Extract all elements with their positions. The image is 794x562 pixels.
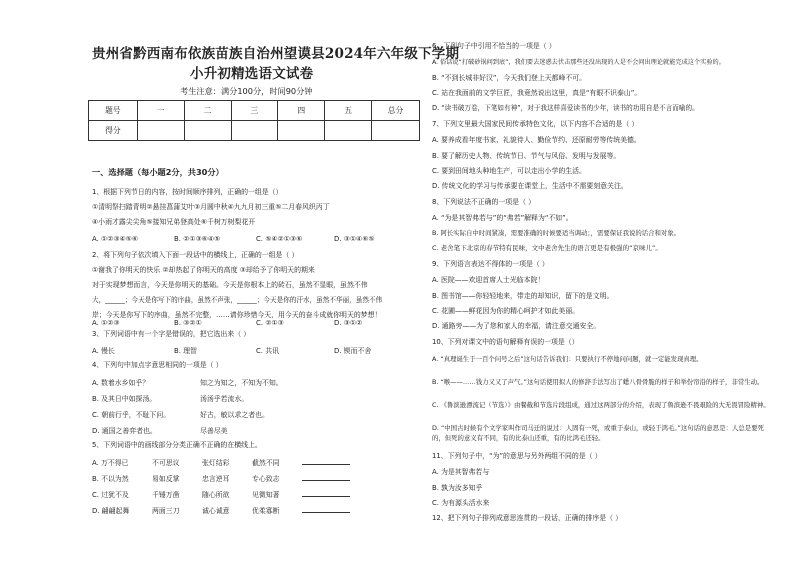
- option[interactable]: A. ①②③④⑤⑥: [92, 235, 139, 243]
- question-6: 6、下列句子中引用不恰当的一项是（ ）: [432, 42, 556, 50]
- option[interactable]: A. 医院——欢迎首席人士光临本院！: [432, 276, 545, 284]
- word: 易如反掌: [152, 475, 180, 483]
- option[interactable]: A. “为是其智弗若与”的“弗若”解释为“不如”。: [432, 214, 573, 222]
- option[interactable]: B. ②①③⑥④⑤: [174, 235, 221, 243]
- option[interactable]: B. 理智: [174, 347, 197, 355]
- score-header-cell: 四: [278, 101, 325, 121]
- option[interactable]: B. 要了解历史人物、传统节日、节气与风俗、发明与发展等。: [432, 152, 621, 160]
- answer-blank[interactable]: [302, 505, 350, 513]
- option[interactable]: C. ⑤④②①③⑥: [256, 235, 303, 243]
- score-cell[interactable]: [137, 121, 184, 141]
- word: 两面三刀: [152, 507, 180, 515]
- score-header-cell: 五: [325, 101, 372, 121]
- option[interactable]: C. 要到田间地头种地生产，可以走出小学的生活。: [432, 167, 586, 175]
- answer-blank[interactable]: [302, 489, 350, 497]
- option[interactable]: A. 要养成看年度书家、礼貌待人、勤俭节约、还原耐劳等传统美德。: [432, 136, 641, 144]
- score-table: [88, 100, 420, 141]
- word: 见微知著: [252, 491, 280, 499]
- option-compare: 好古，敏以求之者也。: [200, 411, 269, 419]
- option[interactable]: B. 及其日中如探汤。: [92, 395, 157, 403]
- option[interactable]: B. 不以为然: [92, 475, 129, 483]
- option[interactable]: A. 万不得已: [92, 459, 129, 467]
- question-12: 12、把下列句子排列成意思连贯的一段话，正确的排序是（ ）: [432, 514, 623, 522]
- option[interactable]: A. 为是其智弗若与: [432, 468, 490, 476]
- question-2-line: 对于实现梦想而言，今天是你明天的基础。今天是你根本上的砖石，虽然不显眼，虽然不伟: [92, 281, 368, 289]
- word: 千锤万凿: [152, 491, 180, 499]
- question-2: 2、将下列句子依次填入下面一段话中的横线上，正确的一组是（ ）: [92, 251, 299, 259]
- option[interactable]: D. ③①④⑥⑤: [334, 235, 375, 243]
- option[interactable]: B. “喉——……钱力又又了声气。”这句话使用拟人的修辞手法写出了蟋八骨骨脆的样子和举份帘沿的样子，非常生动。: [432, 378, 764, 386]
- score-cell[interactable]: [325, 121, 372, 141]
- question-2-line: 大，______；今天是你写下的序曲，虽然不声张，______；今天是你的汗水，虽然不华丽，虽然不伟: [92, 296, 383, 304]
- question-5: 5、下列词语中的画线部分分类正确不正确的在横线上。: [92, 441, 262, 449]
- score-header-cell: 总分: [372, 101, 420, 121]
- option[interactable]: D. “中国古时候有个文学家叫作司马迁的说过：人固有一死，或重于泰山，或轻于鸿毛。”这句话的意思是：人总是要死的，但死的意义有不同，有的比泰山还重，有的比鸿毛还轻。: [432, 424, 764, 442]
- score-header-cell: 题号: [89, 101, 138, 121]
- score-header-cell: 一: [137, 101, 184, 121]
- section-heading: 一、选择题（每小题2分，共30分）: [92, 167, 224, 177]
- score-cell[interactable]: [278, 121, 325, 141]
- exam-title-line2: 小升初精选语文试卷: [190, 66, 314, 82]
- question-10: 10、下列对课文中的语句解释有误的一项是（）: [432, 338, 579, 346]
- score-cell[interactable]: [372, 121, 420, 141]
- option[interactable]: A. 数着水乡如乎？: [92, 379, 150, 387]
- question-2-line: ①谢我了你明天的快乐 ②却热起了你明天的高度 ③却给予了你明天的期来: [92, 266, 315, 274]
- question-1: 1、根据下列节日的内容，按时间顺序排列，正确的一组是（）: [92, 188, 283, 196]
- option[interactable]: C. 共讯: [256, 347, 279, 355]
- option[interactable]: D. 翩翩起舞: [92, 507, 130, 515]
- option[interactable]: B. 图书馆——你轻轻地来，带走的却知识，留下的是文明。: [432, 292, 614, 300]
- option[interactable]: C. ②①③: [256, 319, 284, 327]
- question-9: 9、下列语言表达不得体的一项是（ ）: [432, 260, 549, 268]
- option[interactable]: D. “读书破万卷，下笔如有神”，对于我这样喜爱读书的少年，读书的功用自是不言而喻的。: [432, 104, 699, 112]
- score-table-score-row: [89, 121, 420, 141]
- option[interactable]: C. 站在我面前的文学巨匠，我竟然说出这里，真是“有眼不识泰山”。: [432, 89, 642, 97]
- option[interactable]: D. ③①②: [334, 319, 363, 327]
- option-compare: 知之为知之，不知为不知。: [200, 379, 283, 387]
- option[interactable]: B. 孰为汝多知乎: [432, 484, 483, 492]
- option[interactable]: C. 《鲁滨逊漂流记（节选）》由餐截和节选片段组成，通过这两部分的介绍，表现了鲁滨逊不畏艰险的大无畏冒险精神。: [432, 401, 770, 409]
- score-cell[interactable]: [184, 121, 231, 141]
- score-cell[interactable]: [231, 121, 278, 141]
- question-1-line: ④小雨才露尖尖角⑤接知兄弟登高处⑥千树万树梨花开: [92, 218, 256, 226]
- question-7: 7、下列文里最大国家民间传承特色文化，以下内容不合适的是（ ）: [432, 120, 639, 128]
- option[interactable]: A. ①②③: [92, 319, 120, 327]
- question-11: 11、下列句子中，“为”的意思与另外两组不同的是（ ）: [432, 452, 602, 460]
- option[interactable]: C. 过犹不及: [92, 491, 129, 499]
- word: 不可思议: [152, 459, 180, 467]
- option[interactable]: D. 通路旁——为了您和家人的幸福，请注意交通安全。: [432, 322, 601, 330]
- option-compare: 尽善尽美: [200, 427, 228, 435]
- word: 忠言逆耳: [202, 475, 230, 483]
- option-compare: 汤汤乎若流水。: [200, 395, 249, 403]
- option[interactable]: A. “真理诞生于一百个问号之后”这句话告诉我们：只要执行不停地问问题，就一定能发现真理。: [432, 355, 703, 363]
- option[interactable]: D. 锲而不舍: [334, 347, 372, 355]
- option[interactable]: D. 传统文化的学习与传承要在课堂上，生活中不需要刻意关注。: [432, 182, 628, 190]
- word: 截然不同: [252, 459, 280, 467]
- word: 优柔寡断: [252, 507, 280, 515]
- option[interactable]: A. 慢长: [92, 347, 115, 355]
- score-row-label: 得分: [89, 121, 138, 141]
- question-2-line: 岸；今天是你写下的序曲，虽然不完整，……请你珍惜今天，用今天的奋斗成就你明天的梦想！: [92, 311, 382, 319]
- exam-title-line1: 贵州省黔西南布依族苗族自治州望谟县2024年六年级下学期: [92, 46, 460, 62]
- word: 专心致志: [252, 475, 280, 483]
- word: 诚心诚意: [202, 507, 230, 515]
- answer-blank[interactable]: [302, 457, 350, 465]
- question-1-line: ①清明祭扫踏青明②悬挂菖蒲艾叶③月圆中秋④九九月初三重⑤二月春风织丙丁: [92, 203, 330, 211]
- question-4: 4、下列句中加点字意思相同的一项是（ ）: [92, 361, 223, 369]
- answer-blank[interactable]: [302, 473, 350, 481]
- option[interactable]: C. 花圃——鲜花因为你的精心呵护才如此美丽。: [432, 307, 580, 315]
- score-header-cell: 二: [184, 101, 231, 121]
- option[interactable]: C. 为有源头活水来: [432, 499, 490, 507]
- option[interactable]: C. 老舍笔下北京的春节特有民味，文中老舍先生的语言更是有极强的“京味儿”。: [432, 244, 662, 252]
- word: 随心所欲: [202, 491, 230, 499]
- option[interactable]: D. 通国之善弈者也。: [92, 427, 157, 435]
- option[interactable]: B. ③②①: [174, 319, 202, 327]
- word: 张灯结彩: [202, 459, 230, 467]
- question-8: 8、下列说法不正确的一项是（ ）: [432, 198, 536, 206]
- option[interactable]: B. “不到长城非好汉”，今天我们登上天都峰不可。: [432, 74, 587, 82]
- exam-note: 考生注意：满分100分，时间90分钟: [180, 86, 313, 96]
- option[interactable]: B. 阿长实际自中时间紧凑，需要准确的时候要适当调动；，需要保证我说的话合和对象。: [432, 229, 681, 237]
- option[interactable]: C. 朝前行乎，不耻下问。: [92, 411, 171, 419]
- question-3: 3、下列词语中有一个字是错误的，把它选出来（ ）: [92, 330, 251, 338]
- score-header-cell: 三: [231, 101, 278, 121]
- score-table-header-row: [89, 101, 420, 121]
- option[interactable]: A. 俗话说“打破砂锅问到底”，我们要去迷惑去伏击那些还没出现的人是不会问出理论就能完成这个实验的。: [432, 59, 725, 66]
